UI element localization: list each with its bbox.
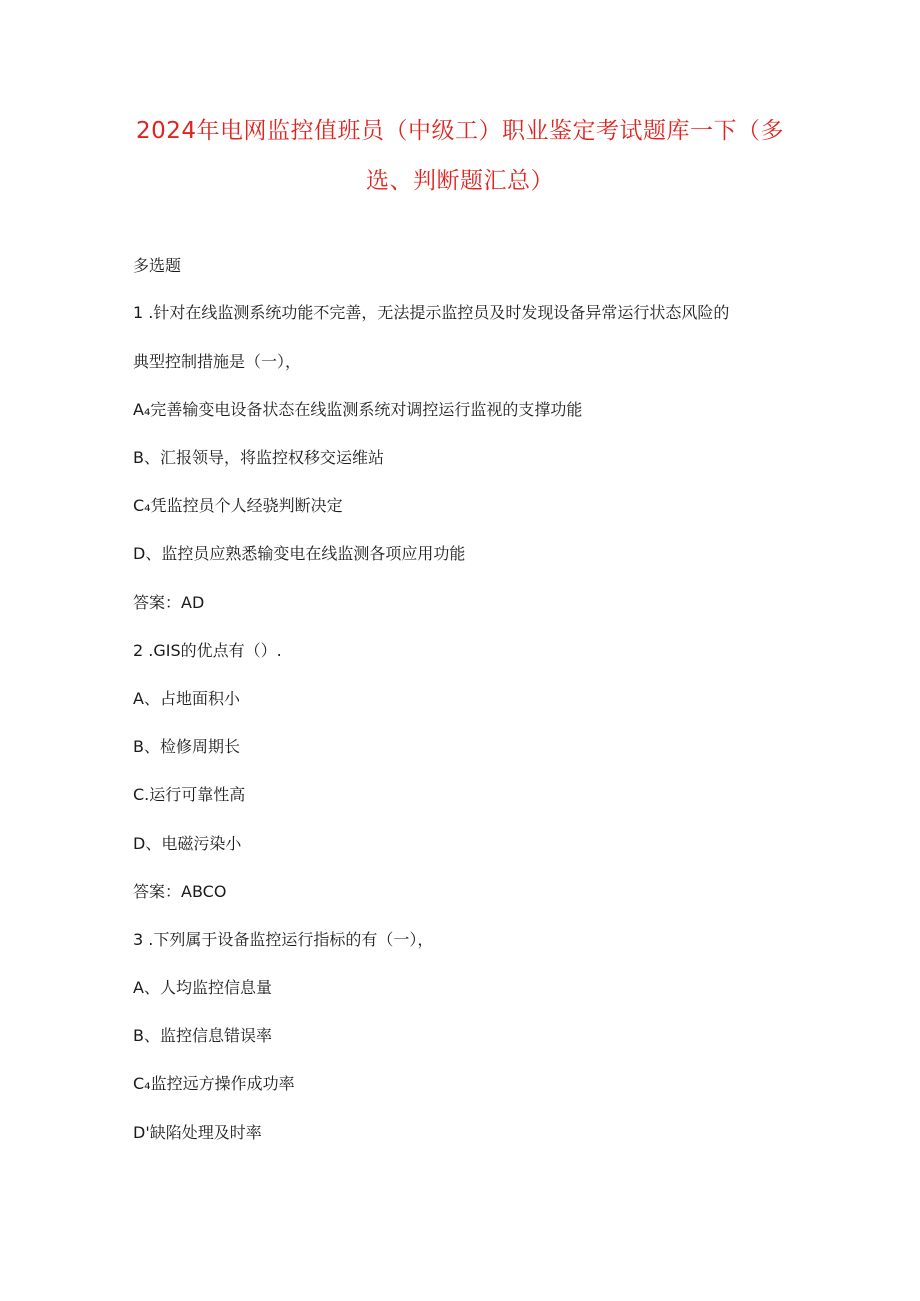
question-2-option-d: D、电磁污染小 [133, 834, 242, 853]
section-heading: 多选题 [133, 256, 182, 275]
question-3-text: 3 .下列属于设备监控运行指标的有（一）， [133, 930, 434, 949]
question-3-option-c: C₄监控远方操作成功率 [133, 1074, 295, 1093]
question-2-option-b: B、检修周期长 [133, 737, 240, 756]
question-1-text-line-2: 典型控制措施是（一）， [133, 352, 302, 371]
document-title-line-1: 2024年电网监控值班员（中级工）职业鉴定考试题库一下（多 [135, 118, 785, 144]
question-2-option-c: C.运行可靠性高 [133, 785, 246, 804]
question-1-option-a: A₄完善输变电设备状态在线监测系统对调控运行监视的支撑功能 [133, 400, 583, 419]
question-3-option-b: B、监控信息错误率 [133, 1026, 272, 1045]
question-2-answer: 答案：ABCO [133, 882, 227, 901]
question-1-option-d: D、监控员应熟悉输变电在线监测各项应用功能 [133, 544, 466, 563]
question-1-option-b: B、汇报领导，将监控权移交运维站 [133, 448, 384, 467]
question-1-option-c: C₄凭监控员个人经骁判断决定 [133, 496, 343, 515]
question-1-text-line-1: 1 .针对在线监测系统功能不完善，无法提示监控员及时发现设备异常运行状态风险的 [133, 303, 730, 322]
question-2-option-a: A、占地面积小 [133, 689, 240, 708]
question-2-text: 2 .GIS的优点有（）. [133, 641, 282, 660]
question-1-answer: 答案：AD [133, 593, 205, 612]
question-3-option-a: A、人均监控信息量 [133, 978, 272, 997]
question-3-option-d: D'缺陷处理及时率 [133, 1123, 262, 1142]
document-title-line-2: 选、判断题汇总） [366, 168, 554, 194]
